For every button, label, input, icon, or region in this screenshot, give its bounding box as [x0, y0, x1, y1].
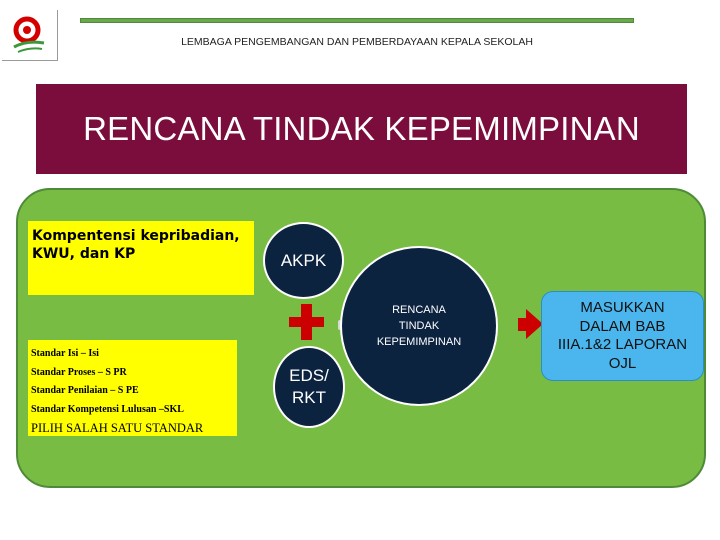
- eds-label: EDS/: [289, 366, 329, 385]
- kepemimpinan-label: KEPEMIMPINAN: [376, 336, 462, 348]
- output-line: MASUKKAN: [580, 299, 665, 316]
- rencana-tindak-circle: [340, 246, 498, 406]
- standar-item: Standar Kompetensi Lulusan –SKL: [31, 403, 184, 415]
- rencana-label: RENCANA: [392, 304, 446, 316]
- output-box: [541, 291, 704, 381]
- plus-icon-vertical: [301, 304, 312, 340]
- eds-rkt-circle: [273, 346, 345, 428]
- page-title: RENCANA TINDAK KEPEMIMPINAN: [83, 110, 640, 147]
- standar-box: [28, 340, 237, 436]
- akpk-circle: [263, 222, 344, 299]
- rkt-label: RKT: [292, 388, 326, 407]
- title-banner: [36, 84, 687, 174]
- output-line: OJL: [608, 354, 637, 372]
- standar-item: Standar Isi – Isi: [31, 348, 99, 359]
- kompetensi-box: Kompentensi kepribadian, KWU, dan KP: [28, 221, 254, 295]
- header-divider: [80, 18, 634, 23]
- output-line: DALAM BAB: [579, 317, 666, 335]
- standar-item: Standar Penilaian – S PE: [31, 385, 139, 396]
- red-swirl-logo-icon: [10, 14, 48, 56]
- pilih-instruction: PILIH SALAH SATU STANDAR: [31, 421, 204, 435]
- standar-item: Standar Proses – S PR: [31, 366, 127, 378]
- institution-name: LEMBAGA PENGEMBANGAN DAN PEMBERDAYAAN KEPALA SEKOLAH: [181, 36, 533, 48]
- akpk-label: AKPK: [280, 250, 327, 270]
- logo-frame: [2, 10, 58, 61]
- tindak-label: TINDAK: [398, 320, 440, 332]
- output-line: IIIA.1&2 LAPORAN: [557, 336, 688, 353]
